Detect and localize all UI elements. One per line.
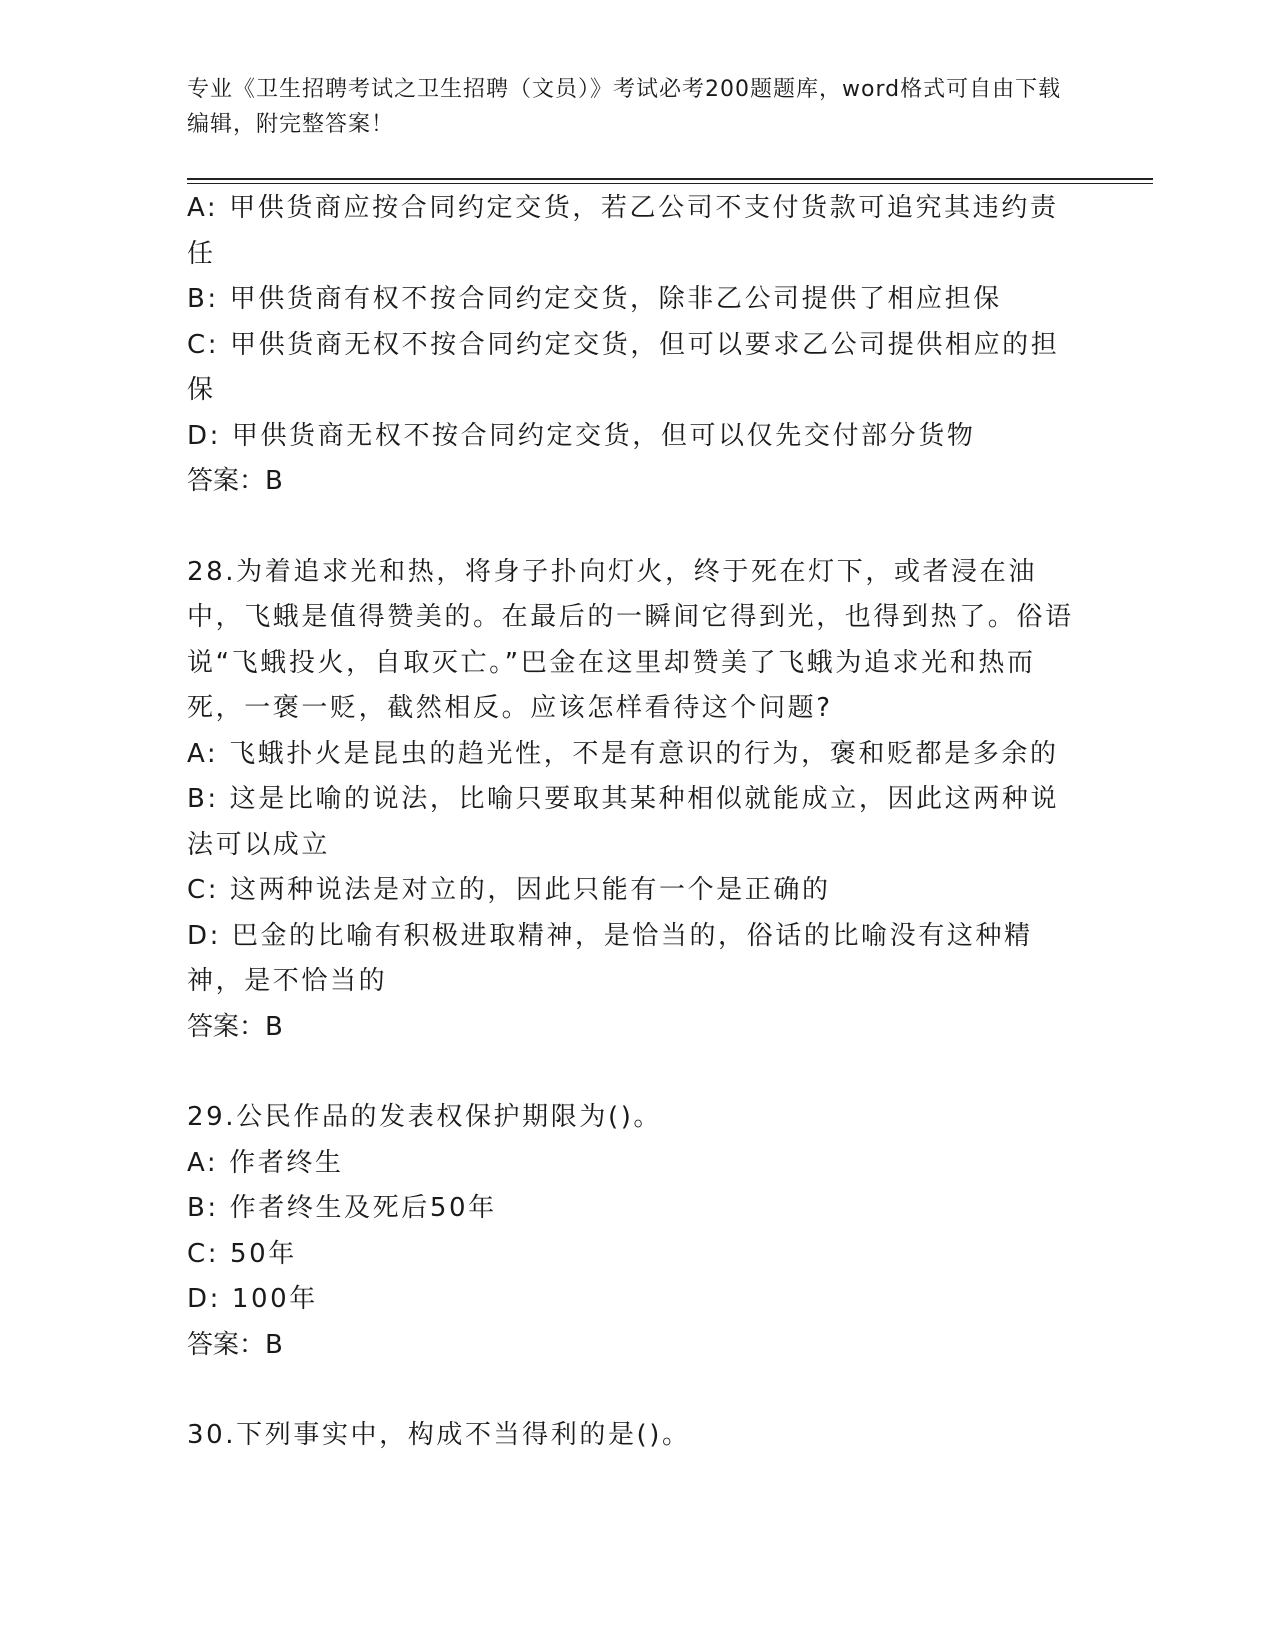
option-b: B: 这是比喻的说法，比喻只要取其某种相似就能成立，因此这两种说法可以成立 xyxy=(187,784,1060,860)
option-c: C: 甲供货商无权不按合同约定交货，但可以要求乙公司提供相应的担保 xyxy=(187,329,1060,405)
document-header: 专业《卫生招聘考试之卫生招聘（文员）》考试必考200题题库，word格式可自由下载编辑，附完整答案！ xyxy=(187,77,1062,137)
question-30 xyxy=(187,1413,1077,1459)
option-a: A: 飞蛾扑火是昆虫的趋光性，不是有意识的行为，褒和贬都是多余的 xyxy=(187,738,1059,769)
question-28 xyxy=(187,550,1077,1051)
option-d: D: 100年 xyxy=(187,1284,318,1314)
option-c: C: 50年 xyxy=(187,1238,297,1269)
question-text: 29.公民作品的发表权保护期限为()。 xyxy=(187,1102,663,1132)
option-a: A: 作者终生 xyxy=(187,1147,344,1178)
question-text: 30.下列事实中，构成不当得利的是()。 xyxy=(187,1420,691,1450)
option-a: A: 甲供货商应按合同约定交货，若乙公司不支付货款可追究其违约责任 xyxy=(187,193,1059,269)
answer: 答案：B xyxy=(187,1011,283,1042)
option-b: B: 作者终生及死后50年 xyxy=(187,1193,497,1223)
option-d: D: 巴金的比喻有积极进取精神，是恰当的，俗话的比喻没有这种精神，是不恰当的 xyxy=(187,920,1033,996)
option-d: D: 甲供货商无权不按合同约定交货，但可以仅先交付部分货物 xyxy=(187,420,976,451)
question-29 xyxy=(187,1095,1077,1368)
header-rule xyxy=(187,178,1153,180)
question-text: 28.为着追求光和热，将身子扑向灯火，终于死在灯下，或者浸在油中，飞蛾是值得赞美的。在最后的一瞬间它得到光，也得到热了。俗语说“飞蛾投火，自取灭亡。”巴金在这里却赞美了飞蛾为追求光和热而死，一褒一贬，截然相反。应该怎样看待这个问题? xyxy=(187,556,1074,723)
option-b: B: 甲供货商有权不按合同约定交货，除非乙公司提供了相应担保 xyxy=(187,284,1002,314)
question-content xyxy=(187,186,1077,1459)
option-c: C: 这两种说法是对立的，因此只能有一个是正确的 xyxy=(187,875,831,905)
question-27 xyxy=(187,186,1077,505)
answer: 答案：B xyxy=(187,1329,283,1360)
answer: 答案：B xyxy=(187,466,283,496)
header-rule-thin xyxy=(187,183,1153,184)
